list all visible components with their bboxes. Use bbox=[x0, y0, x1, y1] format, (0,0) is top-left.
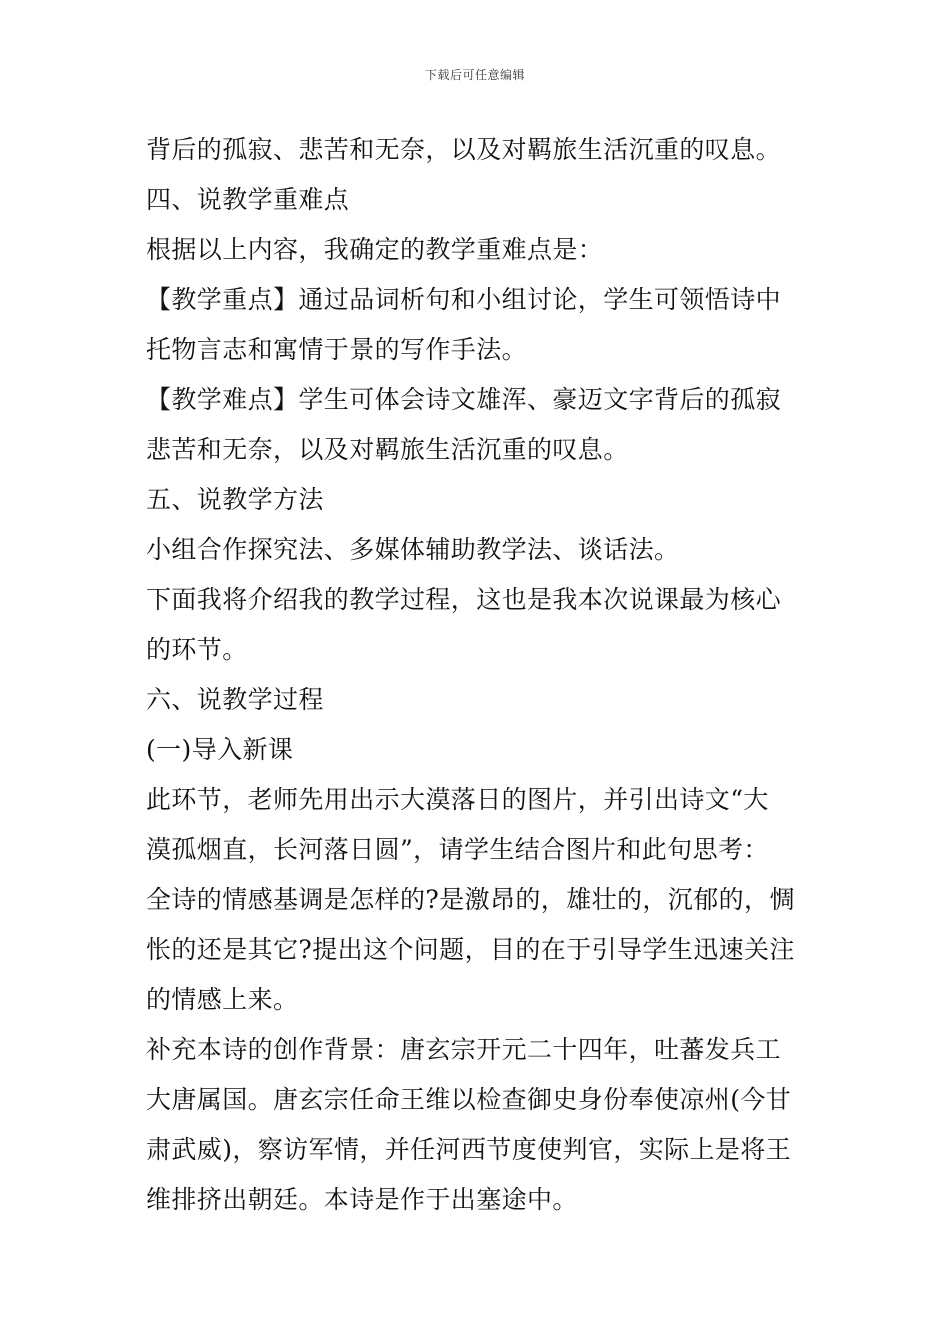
paragraph-line: 小组合作探究法、多媒体辅助教学法、谈话法。 bbox=[146, 535, 680, 564]
paragraph-line: 怅的还是其它?提出这个问题，目的在于引导学生迅速关注 bbox=[146, 935, 795, 964]
paragraph-line: 补充本诗的创作背景：唐玄宗开元二十四年，吐蕃发兵工 bbox=[146, 1035, 782, 1064]
paragraph-line: 的环节。 bbox=[146, 635, 248, 664]
paragraph-line: 托物言志和寓情于景的写作手法。 bbox=[146, 335, 528, 364]
paragraph-line: 此环节，老师先用出示大漠落日的图片，并引出诗文“大 bbox=[146, 785, 769, 814]
document-body bbox=[146, 125, 816, 1225]
paragraph-line: 【教学难点】学生可体会诗文雄浑、豪迈文字背后的孤寂 bbox=[146, 385, 782, 414]
paragraph-line: 全诗的情感基调是怎样的?是激昂的，雄壮的，沉郁的，惆 bbox=[146, 885, 795, 914]
paragraph-line: 【教学重点】通过品词析句和小组讨论，学生可领悟诗中 bbox=[146, 285, 782, 314]
section-heading: 六、说教学过程 bbox=[146, 685, 324, 714]
paragraph-line: 根据以上内容，我确定的教学重难点是： bbox=[146, 235, 604, 264]
section-heading: 五、说教学方法 bbox=[146, 485, 324, 514]
paragraph-line: 悲苦和无奈，以及对羁旅生活沉重的叹息。 bbox=[146, 435, 629, 464]
paragraph-line: 背后的孤寂、悲苦和无奈，以及对羁旅生活沉重的叹息。 bbox=[146, 135, 782, 164]
paragraph-line: 大唐属国。唐玄宗任命王维以检查御史身份奉使凉州(今甘 bbox=[146, 1085, 792, 1114]
paragraph-line: 漠孤烟直，长河落日圆”，请学生结合图片和此句思考： bbox=[146, 835, 769, 864]
section-heading: 四、说教学重难点 bbox=[146, 185, 350, 214]
paragraph-line: 维排挤出朝廷。本诗是作于出塞途中。 bbox=[146, 1185, 578, 1214]
page-header: 下载后可任意编辑 bbox=[424, 68, 525, 82]
paragraph-line: 下面我将介绍我的教学过程，这也是我本次说课最为核心 bbox=[146, 585, 782, 614]
subsection-heading: (一)导入新课 bbox=[146, 735, 294, 764]
paragraph-line: 的情感上来。 bbox=[146, 985, 299, 1014]
paragraph-line: 肃武威)，察访军情，并任河西节度使判官，实际上是将王 bbox=[146, 1135, 792, 1164]
